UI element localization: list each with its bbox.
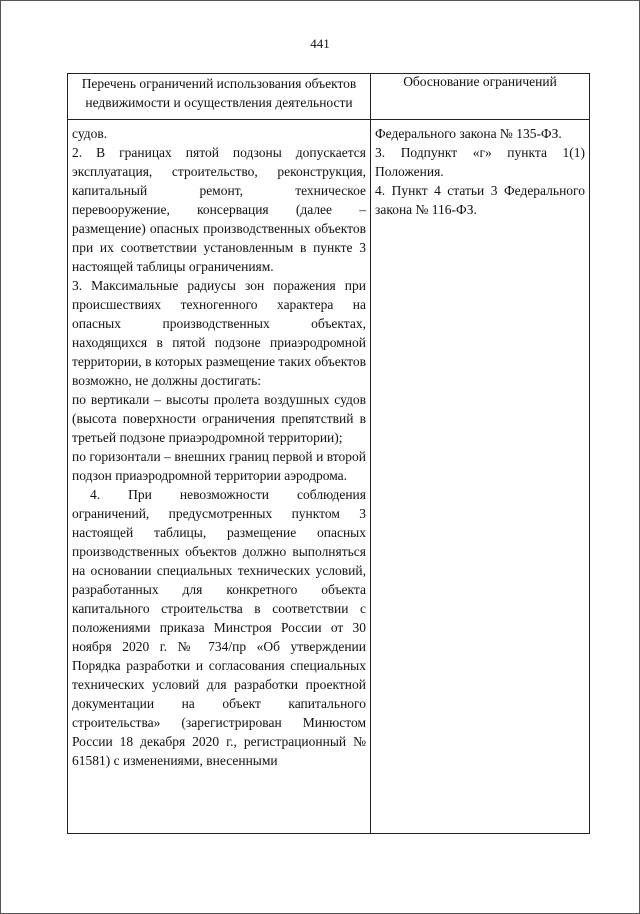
paragraph-horizontal: по горизонтали – внешних границ первой и второй подзон приаэродромной территории аэродрома.	[72, 449, 366, 483]
paragraph-continuation: судов.	[72, 126, 108, 141]
header-justification: Обоснование ограничений	[371, 74, 590, 120]
table-row	[68, 120, 590, 834]
justification-continuation: Федерального закона № 135-ФЗ.	[375, 126, 562, 141]
paragraph-item-4: 4. При невозможности соблюдения ограничений, предусмотренных пунктом 3 настоящей таблицы, размещение опасных производственных объектов должно выполняться на основании специальных технических условий, разработанных для конкретного объекта капитального строительства в соответствии с положениями приказа Минстроя России от 30 ноября 2020 г. № 734/пр «Об утверждении Порядка разработки и согласования специальных технических условий для разработки проектной документации на объект капитального строительства» (зарегистрирован Минюстом России 18 декабря 2020 г., регистрационный № 61581) с изменениями, внесенными	[72, 487, 366, 768]
paragraph-vertical: по вертикали – высоты пролета воздушных судов (высота поверхности ограничения препятствий в третьей подзоне приаэродромной территории);	[72, 392, 366, 445]
paragraph-item-3: 3. Максимальные радиусы зон поражения при происшествиях техногенного характера на опасных производственных объектах, находящихся в пятой подзоне приаэродромной территории, в которых размещение таких объектов возможно, не должны достигать:	[72, 278, 366, 388]
paragraph-item-2: 2. В границах пятой подзоны допускается эксплуатация, строительство, реконструкция, капитальный ремонт, техническое перевооружение, консервация (далее – размещение) опасных производственных объектов при их соответствии установленным в пункте 3 настоящей таблицы ограничениям.	[72, 145, 366, 274]
restrictions-cell	[68, 120, 371, 834]
header-restrictions-list: Перечень ограничений использования объектов недвижимости и осуществления деятельности	[68, 74, 371, 120]
restrictions-table	[67, 73, 590, 834]
justification-item-4: 4. Пункт 4 статьи 3 Федерального закона № 116-ФЗ.	[375, 183, 585, 217]
table-header-row	[68, 74, 590, 120]
justification-cell	[371, 120, 590, 834]
page-number: 441	[310, 36, 330, 51]
justification-item-3: 3. Подпункт «г» пункта 1(1) Положения.	[375, 145, 585, 179]
